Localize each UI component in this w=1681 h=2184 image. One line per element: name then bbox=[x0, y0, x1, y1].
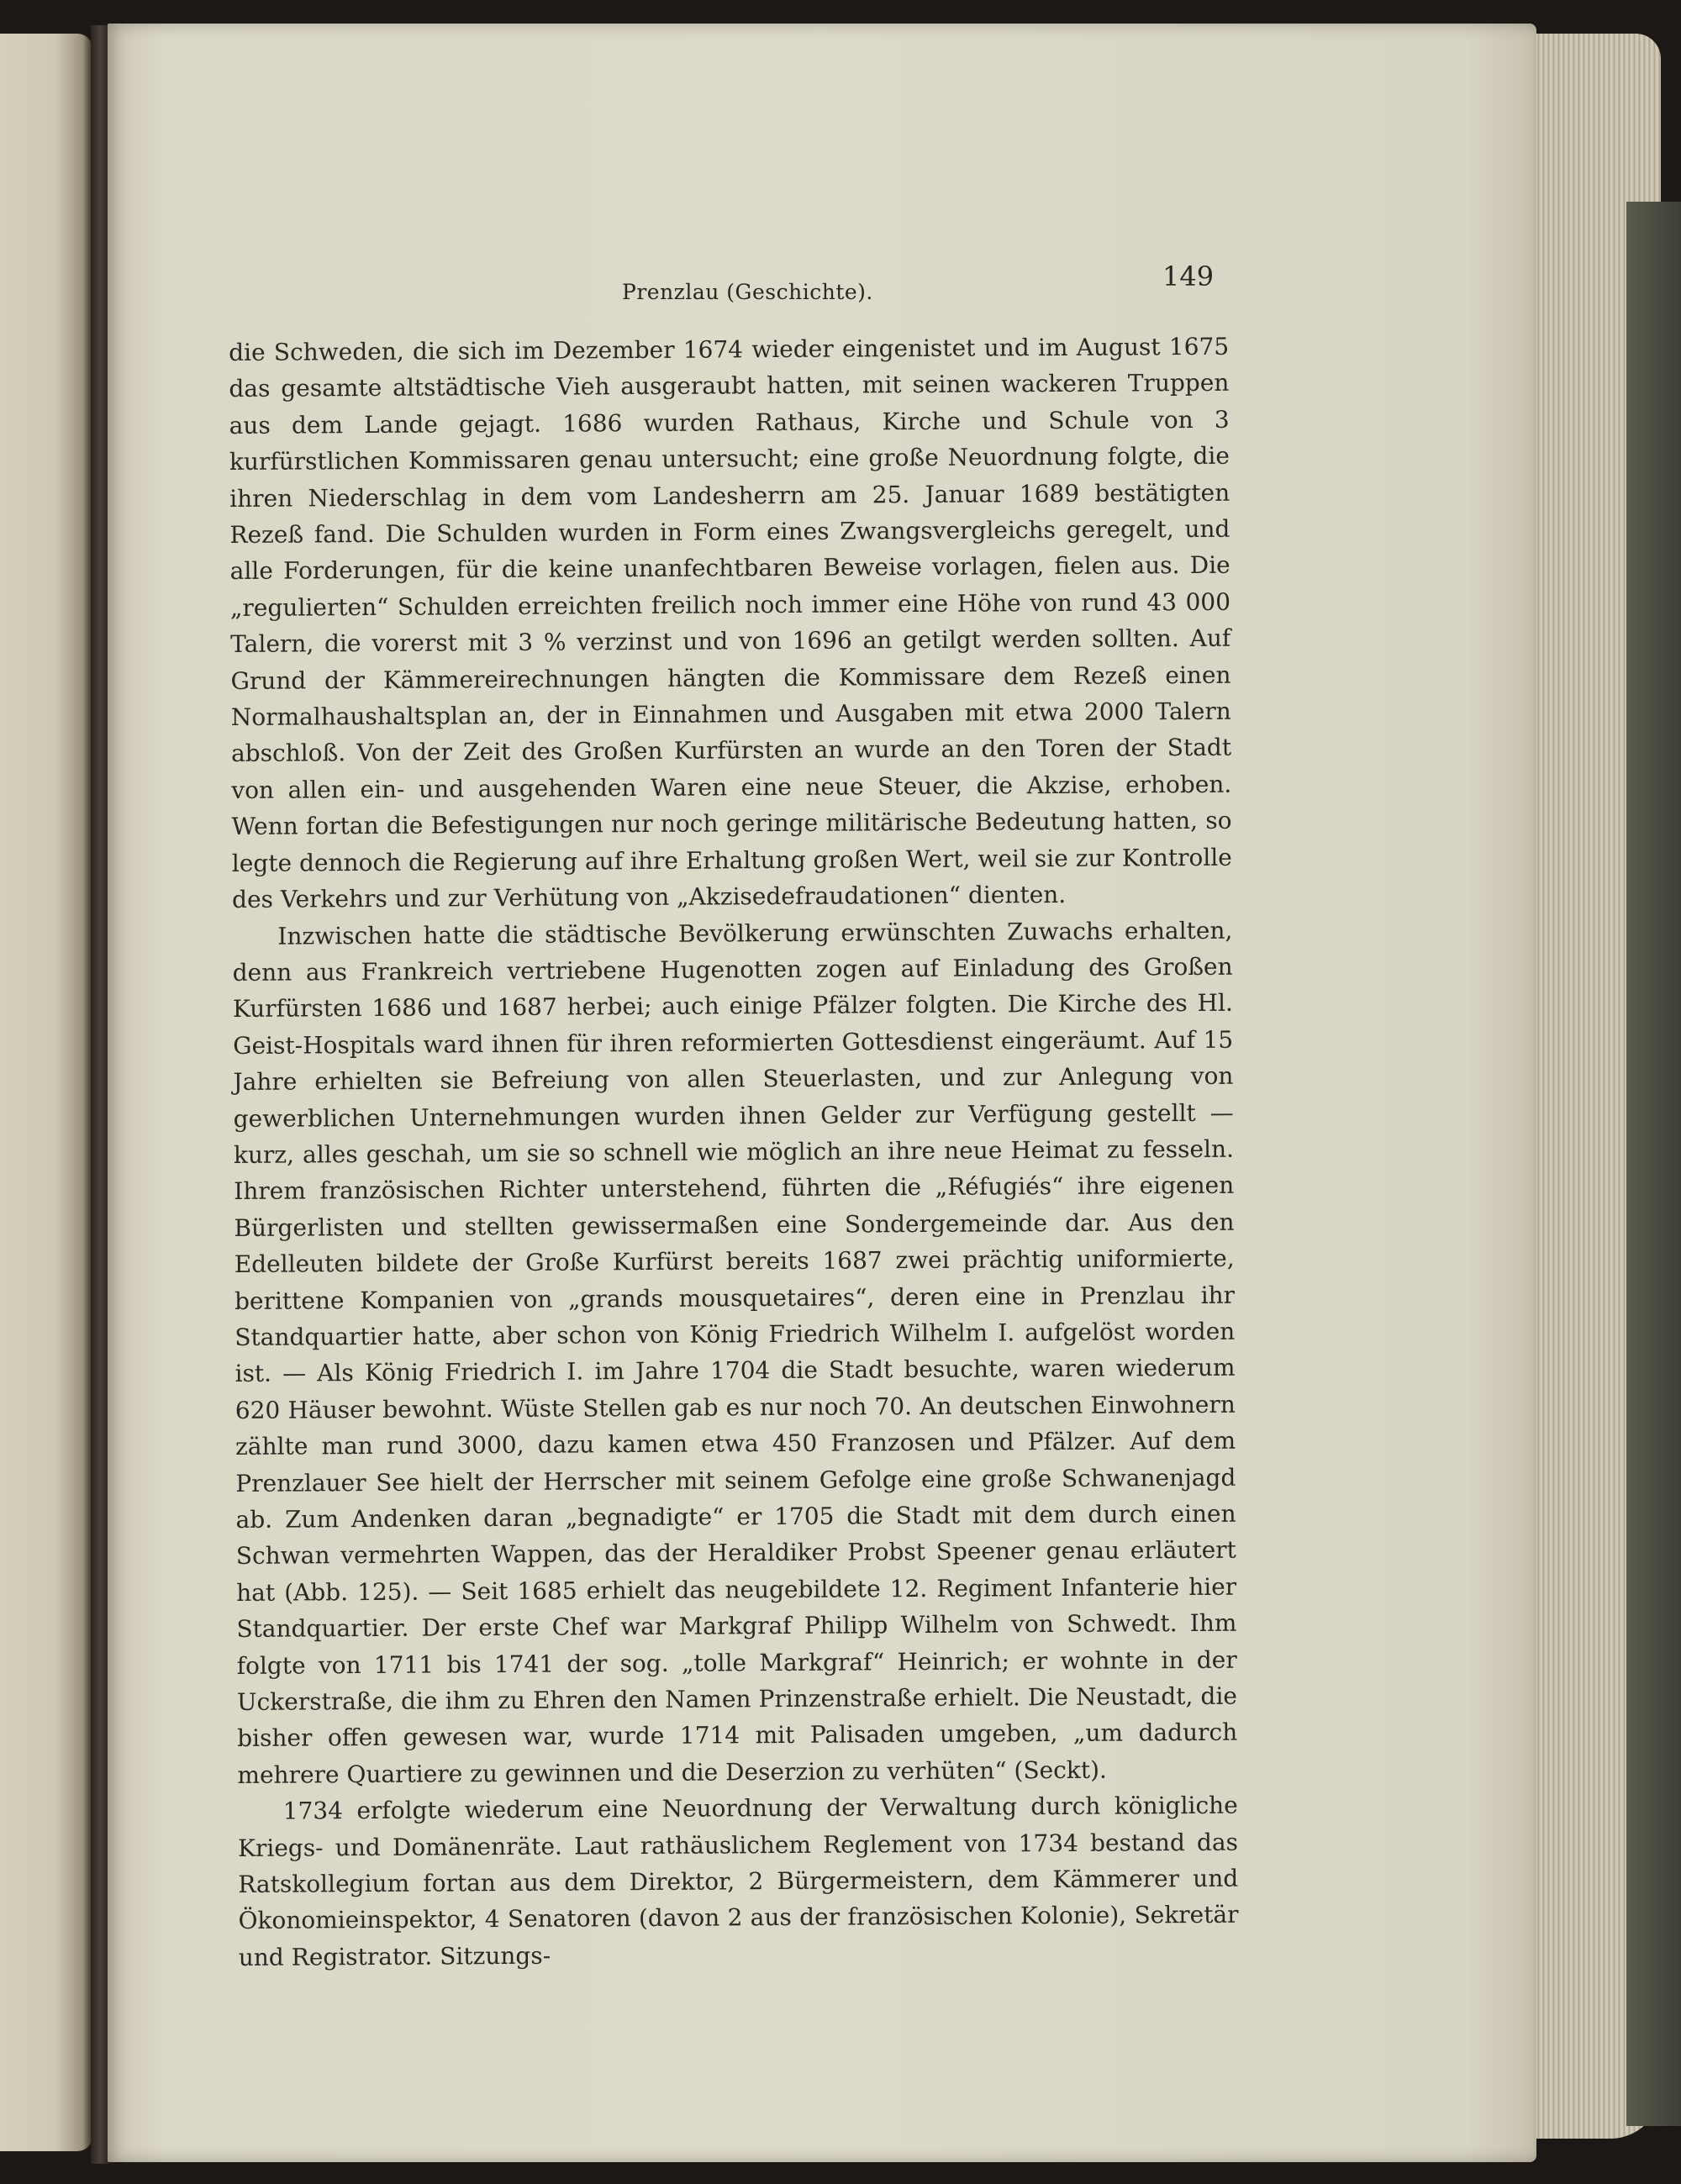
running-title: Prenzlau (Geschichte). bbox=[622, 280, 873, 304]
book-cover-edge bbox=[1626, 202, 1681, 2126]
page-number: 149 bbox=[1162, 261, 1215, 292]
paragraph: 1734 erfolgte wiederum eine Neuordnung der Verwaltung durch königliche Kriegs- und Domänenräte. Laut rathäuslichem Reglement von 1734 bestand das Ratskollegium fortan aus dem Direktor, 2 Bürgermeistern, dem Kämmerer und Ökonomieinspektor, 4 Senatoren (davon 2 aus der französischen Kolonie), Sekretär und Registrator. Sitzungs- bbox=[237, 1791, 1239, 1971]
paragraph: die Schweden, die sich im Dezember 1674 wieder eingenistet und im August 1675 das gesamte altstädtische Vieh ausgeraubt hatten, mit seinen wackeren Truppen aus dem Lande gejagt. 1686 wurden Rathaus, Kirche und Schule von 3 kurfürstlichen Kommissaren genau untersucht; eine große Neuordnung folgte, die ihren Niederschlag in dem vom Landesherrn am 25. Januar 1689 bestätigten Rezeß fand. Die Schulden wurden in Form eines Zwangsvergleichs geregelt, und alle Forderungen, für die keine unanfechtbaren Beweise vorlagen, fielen aus. Die „regulierten“ Schulden erreichten freilich noch immer eine Höhe von rund 43 000 Talern, die vorerst mit 3 % verzinst und von 1696 an getilgt werden sollten. Auf Grund der Kämmereirechnungen hängten die Kommissare dem Rezeß einen Normalhaushaltsplan an, der in Einnahmen und Ausgaben mit etwa 2000 Talern abschloß. Von der Zeit des Großen Kurfürsten an wurde an den Toren der Stadt von allen ein- und ausgehenden Waren eine neue Steuer, die Akzise, erhoben. Wenn fortan die Befestigungen nur noch geringe militärische Bedeutung hatten, so legte dennoch die Regierung auf ihre Erhaltung großen Wert, weil sie zur Kontrolle des Verkehrs und zur Verhütung von „Akzisedefraudationen“ dienten. bbox=[229, 332, 1232, 914]
facing-page-edge bbox=[0, 34, 92, 2151]
body-text bbox=[229, 329, 1239, 1976]
book-gutter bbox=[91, 25, 109, 2164]
paragraph: Inzwischen hatte die städtische Bevölkerung erwünschten Zuwachs erhalten, denn aus Frankreich vertriebene Hugenotten zogen auf Einladung des Großen Kurfürsten 1686 und 1687 herbei; auch einige Pfälzer folgten. Die Kirche des Hl. Geist-Hospitals ward ihnen für ihren reformierten Gottesdienst eingeräumt. Auf 15 Jahre erhielten sie Befreiung von allen Steuerlasten, und zur Anlegung von gewerblichen Unternehmungen wurden ihnen Gelder zur Verfügung gestellt — kurz, alles geschah, um sie so schnell wie möglich an ihre neue Heimat zu fesseln. Ihrem französischen Richter unterstehend, führten die „Réfugiés“ ihre eigenen Bürgerlisten und stellten gewissermaßen eine Sondergemeinde dar. Aus den Edelleuten bildete der Große Kurfürst bereits 1687 zwei prächtig uniformierte, berittene Kompanien von „grands mousquetaires“, deren eine in Prenzlau ihr Standquartier hatte, aber schon von König Friedrich Wilhelm I. aufgelöst worden ist. — Als König Friedrich I. im Jahre 1704 die Stadt besuchte, waren wiederum 620 Häuser bewohnt. Wüste Stellen gab es nur noch 70. An deutschen Einwohnern zählte man rund 3000, dazu kamen etwa 450 Franzosen und Pfälzer. Auf dem Prenzlauer See hielt der Herrscher mit seinem Gefolge eine große Schwanenjagd ab. Zum Andenken daran „begnadigte“ er 1705 die Stadt mit dem durch einen Schwan vermehrten Wappen, das der Heraldiker Probst Speener genau erläutert hat (Abb. 125). — Seit 1685 erhielt das neugebildete 12. Regiment Infanterie hier Standquartier. Der erste Chef war Markgraf Philipp Wilhelm von Schwedt. Ihm folgte von 1711 bis 1741 der sog. „tolle Markgraf“ Heinrich; er wohnte in der Uckerstraße, die ihm zu Ehren den Namen Prinzenstraße erhielt. Die Neustadt, die bisher offen gewesen war, wurde 1714 mit Palisaden umgeben, „um dadurch mehrere Quartiere zu gewinnen und die Deserzion zu verhüten“ (Seckt). bbox=[232, 916, 1238, 1789]
